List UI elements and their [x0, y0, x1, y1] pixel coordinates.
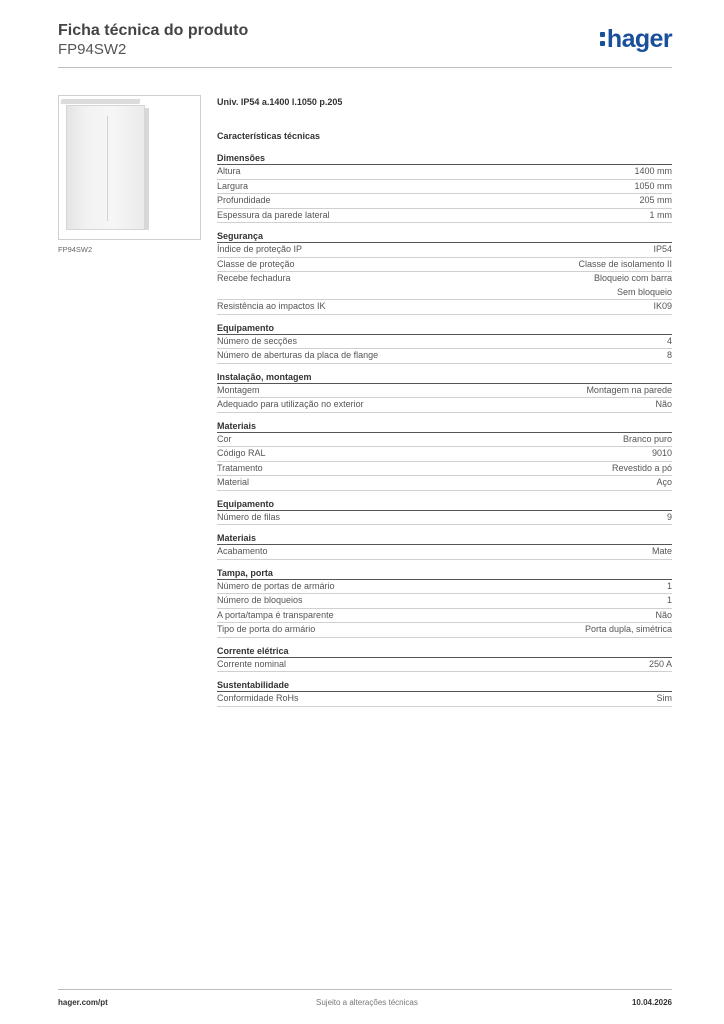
- spec-value-line: IP54: [653, 244, 672, 254]
- spec-label: Profundidade: [217, 195, 271, 205]
- spec-value: [578, 258, 672, 272]
- spec-label: Número de aberturas da placa de flange: [217, 350, 379, 360]
- spec-row: [217, 209, 672, 224]
- spec-row: [217, 300, 672, 315]
- spec-heading: Características técnicas: [217, 131, 321, 141]
- spec-group: [217, 497, 672, 526]
- spec-value-line: Revestido a pó: [611, 462, 672, 473]
- cabinet-top: [61, 99, 141, 104]
- spec-value: [656, 476, 672, 490]
- document-title: Ficha técnica do produto: [58, 22, 249, 39]
- spec-value: [586, 384, 672, 398]
- spec-value-line: Mate: [651, 546, 672, 556]
- spec-value-line: Branco puro: [622, 433, 672, 444]
- spec-value: [653, 300, 672, 314]
- spec-label: Código RAL: [217, 448, 266, 458]
- spec-group-title: Equipamento: [217, 321, 672, 335]
- spec-group: [217, 151, 672, 223]
- spec-label: Altura: [217, 166, 241, 176]
- spec-group: [217, 321, 672, 364]
- spec-row: [217, 580, 672, 595]
- product-image: [58, 95, 201, 240]
- spec-value-line: Não: [655, 399, 672, 409]
- spec-value-line: 1: [666, 580, 672, 591]
- spec-value: [585, 623, 672, 637]
- spec-row: [217, 243, 672, 258]
- spec-group: [217, 370, 672, 413]
- spec-row: [217, 258, 672, 273]
- spec-group: [217, 531, 672, 560]
- spec-row: [217, 462, 672, 477]
- spec-value: [653, 243, 672, 257]
- spec-value: [667, 594, 672, 608]
- spec-value: [667, 580, 672, 594]
- spec-value-line: 250 A: [648, 658, 672, 669]
- spec-row: [217, 692, 672, 707]
- spec-value-line: 8: [666, 350, 672, 360]
- spec-label: Tipo de porta do armário: [217, 624, 316, 634]
- spec-value: [655, 609, 672, 623]
- spec-group-title: Corrente elétrica: [217, 644, 672, 658]
- spec-value-line: 4: [666, 335, 672, 346]
- spec-value-line: 1400 mm: [634, 166, 672, 176]
- spec-row: [217, 609, 672, 624]
- spec-label: Classe de proteção: [217, 258, 295, 269]
- spec-label: Recebe fechadura: [217, 273, 291, 283]
- spec-label: A porta/tampa é transparente: [217, 609, 334, 620]
- spec-value: [650, 209, 673, 223]
- spec-value: [639, 194, 672, 208]
- spec-group-title: Tampa, porta: [217, 566, 672, 580]
- product-code: FP94SW2: [58, 41, 127, 58]
- spec-row: [217, 545, 672, 560]
- spec-row: [217, 447, 672, 462]
- spec-row: [217, 272, 672, 300]
- spec-group-title: Sustentabilidade: [217, 678, 672, 692]
- hager-logo: [600, 25, 672, 54]
- spec-group-title: Dimensões: [217, 151, 672, 165]
- spec-row: [217, 511, 672, 526]
- spec-value: [652, 447, 672, 461]
- spec-group: [217, 566, 672, 638]
- spec-value-line: Sem bloqueio: [616, 286, 672, 297]
- cabinet-illustration: [66, 105, 145, 230]
- spec-row: [217, 476, 672, 491]
- spec-row: [217, 384, 672, 399]
- spec-content: [217, 92, 672, 713]
- spec-label: Largura: [217, 180, 249, 191]
- spec-value-line: 1050 mm: [634, 180, 672, 191]
- spec-value-line: Aço: [656, 477, 672, 487]
- spec-value-line: 9010: [651, 448, 672, 458]
- spec-row: [217, 180, 672, 195]
- spec-value-line: 205 mm: [639, 195, 672, 205]
- cabinet-door-seam: [107, 116, 108, 221]
- spec-label: Número de bloqueios: [217, 595, 303, 605]
- spec-value-line: Classe de isolamento II: [578, 258, 672, 269]
- spec-value-line: 1: [666, 595, 672, 605]
- spec-row: [217, 594, 672, 609]
- page-header: [58, 22, 672, 68]
- spec-group-title: Instalação, montagem: [217, 370, 672, 384]
- page-footer: [58, 989, 672, 1007]
- spec-group: [217, 229, 672, 315]
- spec-value-line: Bloqueio com barra: [593, 273, 672, 283]
- spec-value: [655, 398, 672, 412]
- cabinet-side: [145, 108, 149, 230]
- footer-website[interactable]: hager.com/pt: [58, 998, 108, 1007]
- spec-group-title: Equipamento: [217, 497, 672, 511]
- spec-row: [217, 165, 672, 180]
- spec-row: [217, 335, 672, 350]
- logo-dots-icon: [600, 30, 606, 48]
- spec-label: Material: [217, 477, 250, 487]
- spec-label: Número de filas: [217, 511, 281, 522]
- spec-value: [649, 658, 672, 672]
- footer-date: 10.04.2026: [631, 998, 672, 1007]
- spec-label: Cor: [217, 433, 232, 444]
- spec-label: Espessura da parede lateral: [217, 209, 330, 220]
- spec-label: Tratamento: [217, 462, 263, 473]
- spec-value: [623, 433, 672, 447]
- spec-row: [217, 658, 672, 673]
- spec-value: [594, 272, 672, 299]
- spec-value-line: IK09: [653, 301, 672, 311]
- spec-value: [634, 180, 672, 194]
- logo-text: hager: [606, 25, 672, 53]
- spec-value-line: Porta dupla, simétrica: [584, 624, 672, 634]
- spec-row: [217, 623, 672, 638]
- spec-value: [634, 165, 672, 179]
- image-caption: FP94SW2: [58, 245, 93, 254]
- spec-value: [657, 692, 673, 706]
- product-name: Univ. IP54 a.1400 l.1050 p.205: [217, 97, 343, 107]
- spec-label: Acabamento: [217, 546, 268, 556]
- footer-note: Sujeito a alterações técnicas: [316, 998, 418, 1007]
- spec-value-line: Não: [655, 609, 672, 620]
- spec-row: [217, 398, 672, 413]
- spec-row: [217, 433, 672, 448]
- spec-row: [217, 194, 672, 209]
- spec-label: Resistência ao impactos IK: [217, 301, 326, 311]
- spec-label: Montagem: [217, 384, 260, 395]
- spec-value: [667, 349, 672, 363]
- spec-value-line: 1 mm: [649, 209, 672, 220]
- spec-row: [217, 349, 672, 364]
- spec-label: Corrente nominal: [217, 658, 287, 669]
- spec-group: [217, 678, 672, 707]
- spec-label: Número de secções: [217, 335, 298, 346]
- spec-value-line: Sim: [656, 693, 672, 703]
- spec-label: Adequado para utilização no exterior: [217, 399, 364, 409]
- spec-value: [652, 545, 672, 559]
- spec-value: [667, 335, 672, 349]
- spec-label: Número de portas de armário: [217, 580, 335, 591]
- spec-label: Índice de proteção IP: [217, 244, 303, 254]
- spec-groups: [217, 151, 672, 707]
- spec-label: Conformidade RoHs: [217, 693, 299, 703]
- spec-value: [612, 462, 672, 476]
- spec-group-title: Materiais: [217, 531, 672, 545]
- spec-group-title: Segurança: [217, 229, 672, 243]
- spec-group-title: Materiais: [217, 419, 672, 433]
- spec-group: [217, 419, 672, 491]
- spec-value: [667, 511, 672, 525]
- spec-group: [217, 644, 672, 673]
- spec-value-line: Montagem na parede: [586, 384, 672, 395]
- spec-value-line: 9: [666, 511, 672, 522]
